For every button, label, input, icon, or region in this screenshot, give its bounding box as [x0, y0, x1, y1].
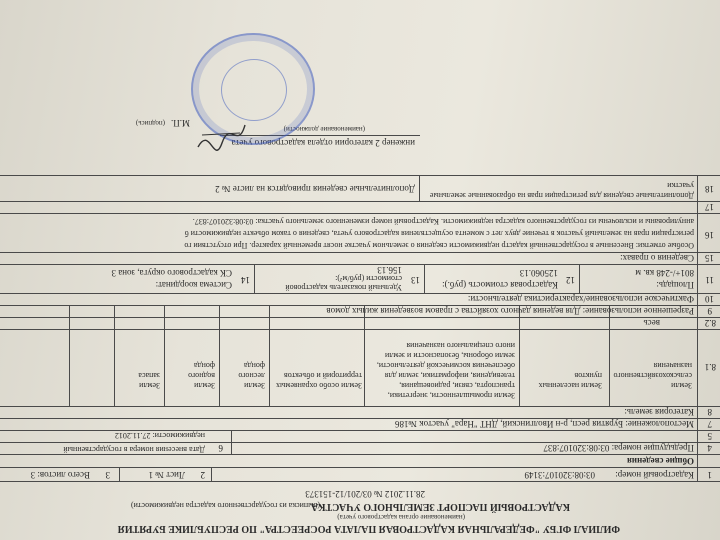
document-title: КАДАСТРОВЫЙ ПАСПОРТ ЗЕМЕЛЬНОГО УЧАСТКА — [311, 501, 570, 512]
org-name: ФИЛИАЛ ФГБУ "ФЕДЕРАЛЬНАЯ КАДАСТРОВАЯ ПАЛАТА РОСРЕЕСТРА" ПО РЕСПУБЛИКЕ БУРЯТИЯ — [117, 523, 620, 534]
registration-date-2: недвижимости: 27.11.2012 — [114, 431, 205, 440]
signer-position: инженер 2 категории отдела кадастрового учета — [231, 138, 415, 148]
row-17-num: 17 — [705, 202, 714, 212]
general-info-heading: Общие сведения — [626, 456, 694, 466]
location: Местоположение: Бурятия респ, р-н Иволгинский, ДНТ "Нара" участок №186 — [394, 419, 694, 429]
row-14-num: 14 — [241, 275, 250, 285]
category-protected: Земли особо охраняемых территорий и объектов — [275, 371, 362, 390]
actual-use: Фактическое использование/характеристика деятельности: — [467, 294, 694, 304]
cadastral-number-value: 03:08:320107:3149 — [524, 470, 595, 480]
total-sheets: Всего листов: 3 — [30, 470, 90, 480]
cadastral-number-label: Кадастровый номер: — [615, 470, 694, 480]
row-4-num: 4 — [707, 443, 712, 453]
row-9-num: 9 — [707, 306, 712, 316]
registration-date: Дата внесения номера в государственный — [63, 445, 205, 454]
permitted-use: Разрешенное использование: Для ведения дачного хозяйства с правом возведения жилых домов — [326, 306, 694, 316]
row-8-1-num: 8.1 — [704, 362, 716, 372]
row-3-num: 3 — [105, 470, 110, 480]
cadastral-value-label: Кадастровая стоимость (руб.): — [442, 280, 558, 290]
row-1-num: 1 — [707, 470, 712, 480]
category-water: Земли водного фонда — [188, 361, 215, 390]
category-reserve: Земли запаса — [138, 371, 160, 390]
special-notes-1: Особые отметки: Внесенные в государственный кадастр недвижимости сведения о земельном участке носят временный характер. При отсутствии го — [184, 241, 694, 250]
area-label: Площадь: — [656, 280, 694, 290]
additional-info-note: Дополнительные сведения приводятся на листе № 2 — [215, 184, 415, 194]
document-title-suffix: (выписка из государственного кадастра недвижимости) — [130, 501, 320, 510]
row-13-num: 13 — [411, 275, 420, 285]
land-category-label: Категория земель: — [624, 407, 694, 417]
row-12-num: 12 — [566, 275, 575, 285]
cadastral-value: 125060.13 — [519, 268, 558, 278]
row-18-num: 18 — [705, 184, 714, 194]
org-caption: (наименование органа кадастрового учета) — [337, 513, 465, 521]
coordinate-system-value: СК кадастрового округа, зона 3 — [111, 268, 232, 278]
row-6-num: 6 — [218, 443, 223, 453]
coordinate-system-label: Система координат: — [155, 280, 232, 290]
row-15-num: 15 — [705, 253, 714, 263]
special-notes-3: аннулированы и исключены из государственного кадастра недвижимости. Кадастровый номер измененного земельного участка: 03:08:320107:837. — [192, 217, 694, 226]
sheet-number: Лист № 1 — [148, 470, 185, 480]
stamp-mark: М.П. — [170, 118, 190, 128]
row-7-num: 7 — [707, 419, 712, 429]
document-number: 28.11.2012 № 03/201/12-151373 — [305, 489, 425, 499]
signature-caption: (подпись) — [135, 119, 165, 127]
specific-value: 156.13 — [377, 265, 402, 275]
area-value: 801+/-248 кв. м — [635, 268, 694, 278]
category-agricultural: Земли сельскохозяйственного назначения — [613, 361, 692, 390]
row-2-num: 2 — [200, 470, 205, 480]
row-5-num: 5 — [707, 431, 712, 441]
row-11-num: 11 — [705, 275, 714, 285]
category-industry: Земли промышленности, энергетики, транспорта, связи, радиовещания, телевидения, информатики, земли для обеспечения космической деятельности, земли обороны, безопасности и земли иного специального назначения — [376, 341, 515, 400]
official-seal-inner — [221, 59, 287, 121]
specific-value-label: Удельный показатель кадастровой стоимости (руб/м²): — [285, 274, 402, 292]
row-8-2-num: 8.2 — [704, 318, 716, 328]
category-value: весь — [643, 318, 660, 328]
category-settlements: Земли населенных пунктов — [538, 371, 602, 390]
row-8-num: 8 — [707, 407, 712, 417]
row-10-num: 10 — [705, 294, 714, 304]
position-caption: (наименование должности) — [283, 125, 365, 133]
signature-graphic — [190, 115, 250, 155]
additional-info-label: Дополнительные сведения для регистрации прав на образованные земельные участки — [429, 181, 694, 200]
row-16-num: 16 — [705, 230, 714, 240]
category-forest: Земли лесного фонда — [238, 361, 265, 390]
special-notes-2: регистрации прав на земельный участок в течение двух лет с момента осуществления кадастрового учета, сведения о таком объекте недвижимости б — [184, 229, 694, 238]
previous-numbers: Предыдущие номера: 03:08:320107:837 — [543, 443, 694, 453]
rights-info: Сведения о правах: — [620, 253, 694, 263]
